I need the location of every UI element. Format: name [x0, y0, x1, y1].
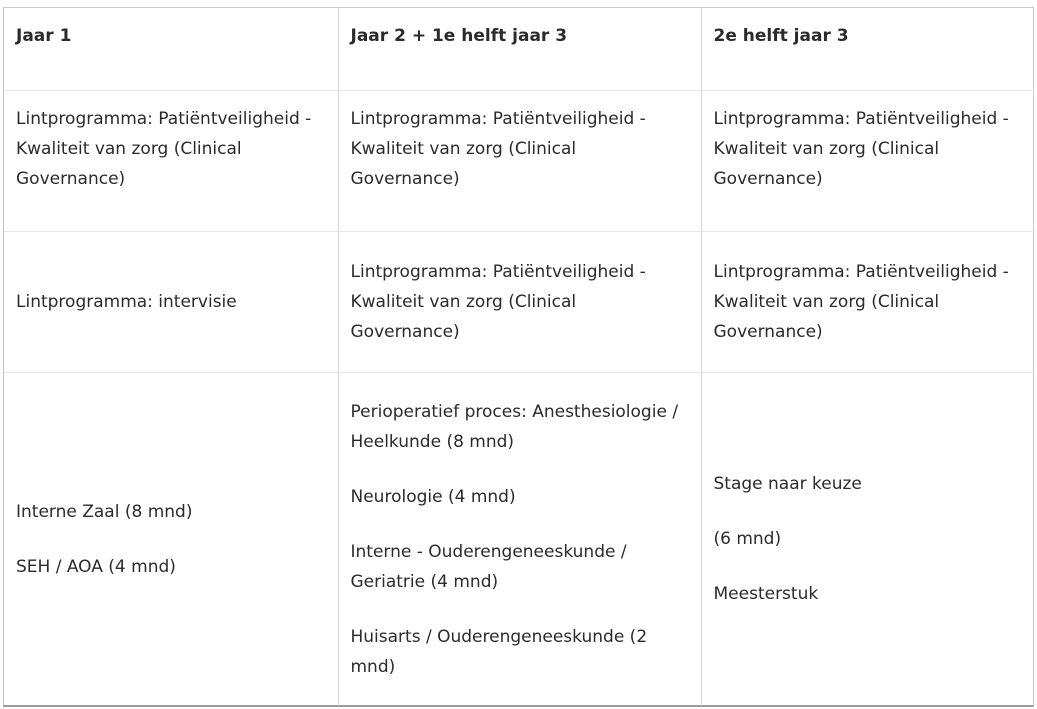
curriculum-table: [4, 8, 1034, 706]
cell-text: Stage naar keuze: [713, 474, 862, 495]
cell-text: (6 mnd): [713, 529, 782, 550]
table-row: [4, 231, 1034, 372]
cell-text: Interne Zaal (8 mnd): [16, 501, 193, 522]
cell-text: Interne - Ouderengeneeskunde / Geriatrie (4 mnd): [350, 541, 627, 592]
table-cell: [4, 90, 338, 231]
cell-text: Lintprogramma: Patiëntveiligheid - Kwaliteit van zorg (Clinical Governance): [713, 261, 1009, 342]
cell-text: Lintprogramma: Patiëntveiligheid - Kwaliteit van zorg (Clinical Governance): [16, 108, 312, 189]
table-cell: [338, 231, 701, 372]
cell-text: Lintprogramma: Patiëntveiligheid - Kwaliteit van zorg (Clinical Governance): [350, 108, 646, 189]
table-header-row: [4, 8, 1034, 90]
cell-text: Meesterstuk: [713, 584, 819, 605]
table-cell: [701, 90, 1034, 231]
header-jaar-1: Jaar 1: [4, 8, 338, 90]
header-jaar-2: Jaar 2 + 1e helft jaar 3: [338, 8, 701, 90]
table-cell: [701, 372, 1034, 706]
cell-text: SEH / AOA (4 mnd): [16, 556, 176, 577]
table-cell: [4, 231, 338, 372]
table-cell: [701, 231, 1034, 372]
table-cell: [338, 90, 701, 231]
table-cell: [4, 372, 338, 706]
cell-text: Lintprogramma: Patiëntveiligheid - Kwaliteit van zorg (Clinical Governance): [713, 108, 1009, 189]
table-row: [4, 372, 1034, 706]
table-row: [4, 90, 1034, 231]
header-jaar-3: 2e helft jaar 3: [701, 8, 1034, 90]
cell-text: Perioperatief proces: Anesthesiologie / Heelkunde (8 mnd): [350, 401, 679, 452]
table-cell: [338, 372, 701, 706]
curriculum-table-container: [3, 7, 1034, 707]
cell-text: Lintprogramma: intervisie: [16, 291, 237, 312]
cell-text: Neurologie (4 mnd): [350, 486, 516, 507]
cell-text: Huisarts / Ouderengeneeskunde (2 mnd): [350, 626, 648, 677]
cell-text: Lintprogramma: Patiëntveiligheid - Kwaliteit van zorg (Clinical Governance): [350, 261, 646, 342]
